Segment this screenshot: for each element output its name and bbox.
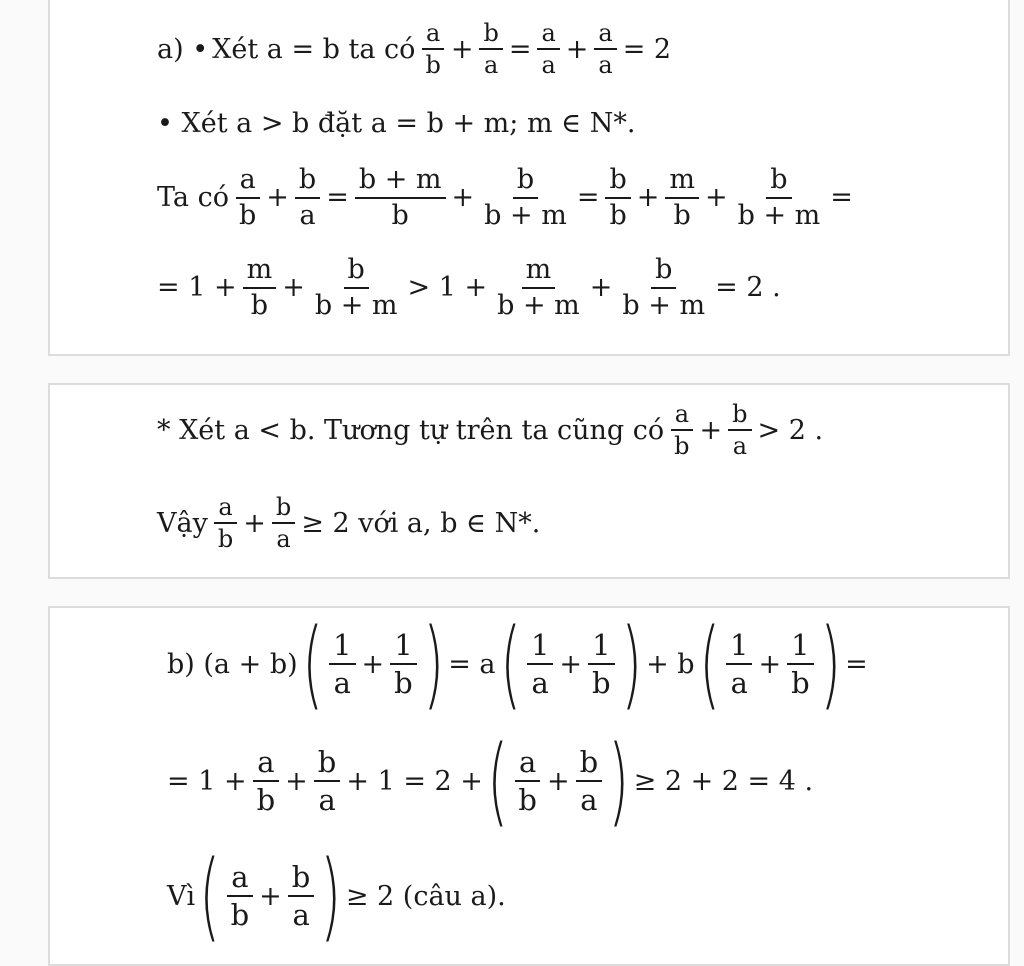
- part-a-cont-line-1: [155, 399, 825, 461]
- fraction: $\frac{b}{b + m}$: [314, 254, 398, 321]
- operator: +: [565, 33, 589, 65]
- solution-card-part-a-continued: [48, 383, 1010, 579]
- operator: =: [576, 182, 600, 214]
- fraction: $\frac{b}{a}$: [314, 744, 341, 819]
- operator: =: [508, 33, 532, 65]
- fraction: $\frac{b}{a}$: [728, 399, 751, 461]
- fraction: $\frac{b}{b + m}$: [622, 254, 706, 321]
- lead-text: Ta có: [157, 182, 229, 214]
- fraction: $\frac{a}{a}$: [594, 18, 616, 80]
- fraction: $\frac{a}{b}$: [235, 163, 260, 233]
- lead-text: = 1 +: [157, 272, 237, 304]
- case-text: * Xét a < b. Tương tự trên ta cũng có: [157, 414, 665, 446]
- fraction: $\frac{b}{a}$: [272, 492, 295, 554]
- operator: +: [704, 182, 728, 214]
- fraction: $\frac{a}{b}$: [253, 744, 280, 819]
- part-b-line-3: [165, 840, 508, 952]
- parenthesized-group: ( $\frac{a}{b}$ + $\frac{b}{a}$ ): [487, 725, 630, 837]
- operator: +: [589, 272, 613, 304]
- operator: +: [450, 33, 474, 65]
- parenthesized-group: ( $\frac{1}{a}$ + $\frac{1}{b}$ ): [499, 608, 642, 720]
- fraction: $\frac{m}{b + m}$: [497, 254, 580, 321]
- case-text: • Xét a > b đặt a = b + m; m ∈ N*.: [157, 108, 636, 139]
- operator: +: [699, 414, 723, 446]
- operator: +: [266, 182, 289, 214]
- part-a-line-3: [155, 163, 855, 233]
- fraction: $\frac{m}{b}$: [243, 253, 277, 323]
- fraction: $\frac{b}{b + m}$: [484, 164, 567, 231]
- parenthesized-group: ( $\frac{a}{b}$ + $\frac{b}{a}$ ): [199, 840, 342, 952]
- fraction: $\frac{a}{b}$: [670, 399, 693, 461]
- operator: =: [845, 648, 868, 680]
- conclusion-text: ≥ 2 với a, b ∈ N*.: [301, 507, 541, 539]
- operator: =: [326, 182, 349, 214]
- fraction: $\frac{b}{a}$: [295, 163, 320, 233]
- part-a-cont-line-2: [155, 492, 542, 554]
- fraction: $\frac{a}{b}$: [214, 492, 237, 554]
- part-a-line-1: [155, 18, 673, 80]
- part-a-line-4: [155, 253, 783, 323]
- part-a-line-2: [155, 108, 637, 139]
- operator: + 1 = 2 +: [346, 765, 483, 797]
- operator: +: [636, 182, 660, 214]
- fraction: $\frac{b}{b + m}$: [737, 164, 821, 231]
- result: ≥ 2 (câu a).: [345, 880, 506, 912]
- operator: > 1 +: [407, 272, 488, 304]
- lead-text: Vì: [167, 880, 196, 912]
- part-b-line-2: [165, 725, 815, 837]
- fraction: $\frac{b}{a}$: [479, 18, 502, 80]
- operator: + b: [646, 648, 695, 680]
- result: = 2: [622, 33, 672, 65]
- fraction: $\frac{m}{b}$: [665, 163, 699, 233]
- part-label: a) •: [157, 33, 209, 65]
- operator: +: [451, 182, 475, 214]
- lead-text: = 1 +: [167, 765, 247, 797]
- result: > 2 .: [757, 414, 824, 446]
- operator: +: [282, 272, 305, 304]
- parenthesized-group: ( $\frac{1}{a}$ + $\frac{1}{b}$ ): [699, 608, 841, 720]
- operator: +: [285, 765, 308, 797]
- operator: =: [830, 182, 853, 214]
- lead-text: Vậy: [157, 507, 208, 539]
- result: ≥ 2 + 2 = 4 .: [633, 765, 814, 797]
- solution-card-part-a: [48, 0, 1010, 356]
- lead-text: b) (a + b): [167, 648, 298, 680]
- fraction: $\frac{a}{b}$: [421, 18, 444, 80]
- solution-card-part-b: [48, 606, 1010, 966]
- fraction: $\frac{b}{b}$: [605, 163, 630, 233]
- part-b-line-1: [165, 608, 870, 720]
- result: = 2 .: [715, 272, 781, 304]
- fraction: $\frac{a}{a}$: [537, 18, 559, 80]
- operator: +: [243, 507, 266, 539]
- case-text: Xét a = b ta có: [212, 33, 416, 65]
- fraction: $\frac{b + m}{b}$: [355, 163, 446, 233]
- parenthesized-group: ( $\frac{1}{a}$ + $\frac{1}{b}$ ): [302, 608, 444, 720]
- operator: = a: [448, 648, 496, 680]
